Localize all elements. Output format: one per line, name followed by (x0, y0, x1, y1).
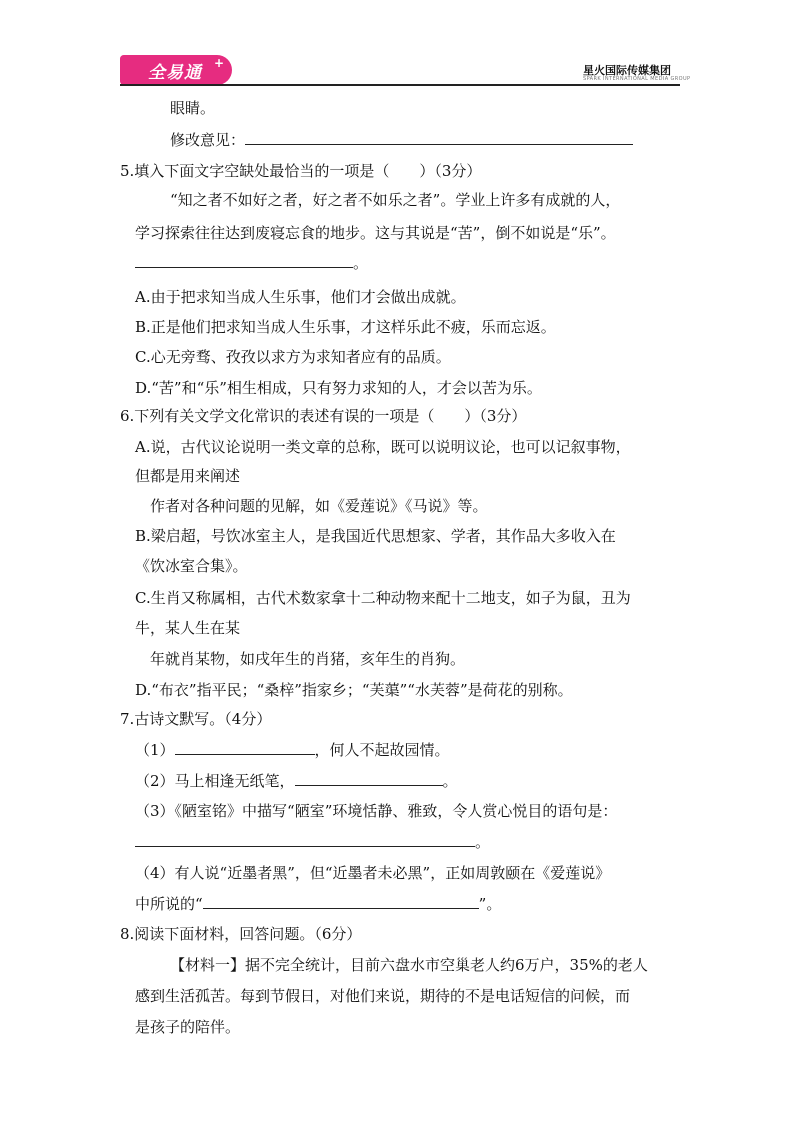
q4-answer-blank[interactable] (245, 130, 633, 145)
q7-stem: 7.古诗文默写。（4分） (120, 710, 272, 728)
q5-passage-line: “知之者不如好之者，好之者不如乐之者”。学业上许多有成就的人， (170, 191, 621, 209)
q7-blank-1[interactable] (175, 740, 315, 755)
q6-option-a-line: A.说，古代议论说明一类文章的总称，既可以说明议论，也可以记叙事物， (135, 438, 631, 456)
q6-option-c-line: C.生肖又称属相，古代术数家拿十二种动物来配十二地支，如子为鼠，丑为 (135, 589, 631, 607)
q5-option-b: B.正是他们把求知当成人生乐事，才这样乐此不疲，乐而忘返。 (135, 318, 556, 336)
logo-text: 全易通 (148, 63, 202, 83)
publisher-subtitle: SPARK INTERNATIONAL MEDIA GROUP (583, 76, 691, 82)
q6-option-c-line: 牛，某人生在某 (135, 619, 241, 637)
q7-item-4: （4）有人说“近墨者黑”，但“近墨者未必黑”，正如周敦颐在《爱莲说》 (135, 864, 611, 882)
q5-answer-blank[interactable] (135, 253, 353, 268)
q8-stem: 8.阅读下面材料，回答问题。（6分） (120, 925, 362, 943)
q7-item-3: （3）《陋室铭》中描写“陋室”环境恬静、雅致，令人赏心悦目的语句是： (135, 802, 618, 820)
q6-option-a-line: 作者对各种问题的见解，如《爱莲说》《马说》等。 (150, 497, 488, 515)
q8-material-line: 是孩子的陪伴。 (135, 1018, 241, 1036)
q5-option-d: D.“苦”和“乐”相生相成，只有努力求知的人，才会以苦为乐。 (135, 379, 542, 397)
header-divider (120, 84, 680, 86)
q7-item-2-suffix: 。 (442, 772, 458, 790)
q6-option-b-line: 《饮冰室合集》。 (135, 557, 248, 575)
q6-option-a-line: 但都是用来阐述 (135, 467, 241, 485)
q5-passage-line: 学习探索往往达到废寝忘食的地步。这与其说是“苦”，倒不如说是“乐”。 (135, 224, 616, 242)
q4-revision-label: 修改意见： (170, 131, 246, 149)
q8-material-line: 【材料一】据不完全统计，目前六盘水市空巢老人约6万户，35%的老人 (170, 956, 648, 974)
q7-blank-4[interactable] (203, 894, 479, 909)
q7-item-1-prefix: （1） (135, 741, 175, 759)
logo-plus: + (213, 56, 224, 70)
q6-stem: 6.下列有关文学文化常识的表述有误的一项是（ ）（3分） (120, 407, 527, 425)
q7-item-1 (135, 739, 450, 761)
q7-item-3-end: 。 (475, 833, 491, 851)
q5-passage-blank-row (135, 252, 368, 274)
q7-blank-2[interactable] (295, 771, 443, 786)
q7-item-4-prefix: 中所说的“ (135, 895, 203, 913)
q7-item-4-blank-row (135, 893, 501, 915)
publisher-name: 星火国际传媒集团 (583, 64, 671, 77)
q8-material-line: 感到生活孤苦。每到节假日，对他们来说，期待的不是电话短信的问候，而 (135, 987, 631, 1005)
q4-line: 眼睛。 (170, 99, 216, 117)
q6-option-d-line: D.“布衣”指平民；“桑梓”指家乡；“芙蕖”“水芙蓉”是荷花的别称。 (135, 681, 573, 699)
q6-option-b-line: B.梁启超，号饮冰室主人，是我国近代思想家、学者，其作品大多收入在 (135, 527, 616, 545)
q5-stem: 5.填入下面文字空缺处最恰当的一项是（ ）（3分） (120, 162, 482, 180)
q5-passage-end: 。 (353, 254, 369, 272)
q7-item-3-blank-row (135, 831, 490, 853)
q7-item-2-prefix: （2）马上相逢无纸笔， (135, 772, 295, 790)
q7-blank-3[interactable] (135, 832, 475, 847)
q5-option-a: A.由于把求知当成人生乐事，他们才会做出成就。 (135, 288, 466, 306)
q7-item-2 (135, 770, 458, 792)
q5-option-c: C.心无旁骛、孜孜以求方为求知者应有的品质。 (135, 348, 451, 366)
q7-item-1-suffix: ，何人不起故园情。 (314, 741, 450, 759)
q7-item-4-suffix: ”。 (478, 895, 502, 913)
brand-logo (120, 55, 232, 85)
q6-option-c-line: 年就肖某物，如戌年生的肖猪，亥年生的肖狗。 (150, 650, 466, 668)
q4-revision-row (170, 129, 633, 151)
